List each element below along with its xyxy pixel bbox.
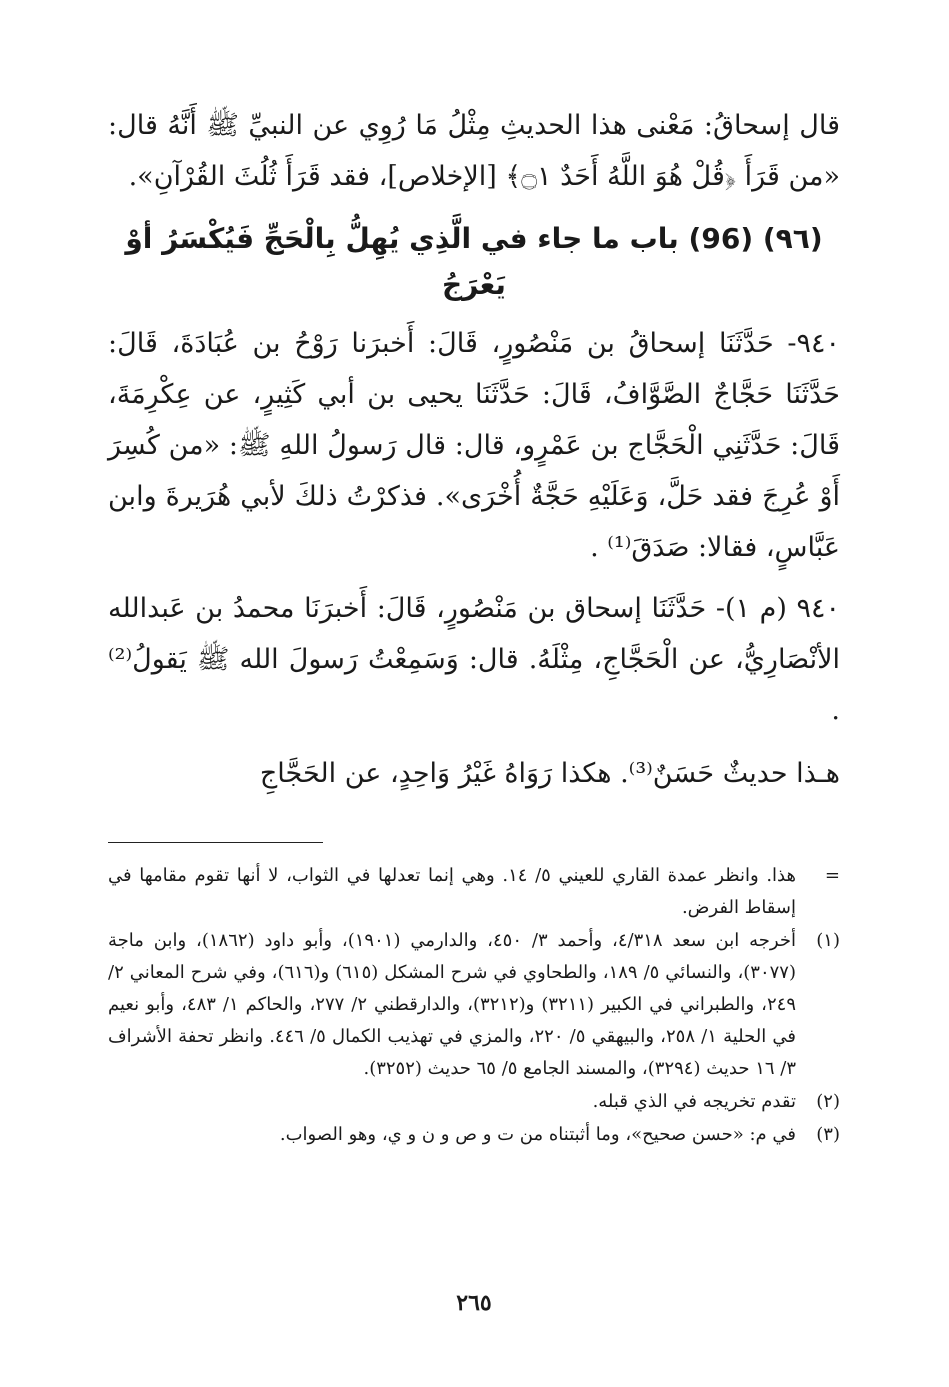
hadith-940: ٩٤٠- حَدَّثَنَا إسحاقُ بن مَنْصُورٍ، قَالَ: أَخبرَنا رَوْحُ بن عُبَادَةَ، قَالَ: حَدَّثَنَا حَجَّاجٌ الصَّوَّافُ، قَالَ: حَدَّثَنَا يحيى بن أبي كَثِيرٍ، عن عِكْرِمَةَ، قَالَ: حَدَّثَنِي الْحَجَّاج بن عَمْرٍو، قال: قال رَسولُ اللهِ ﷺ: «من كُسِرَ أَوْ عُرِجَ فقد حَلَّ، وَعَلَيْهِ حَجَّةٌ أُخْرَى». فذكرْتُ ذلكَ لأبي هُرَيرةَ وابن عَبَّاسٍ، فقالا: صَدَقَ⁽¹⁾ .	[108, 328, 840, 563]
page-number: ٢٦٥	[456, 1290, 492, 1316]
footnote-3	[108, 1119, 840, 1151]
footnote-mark: (١)	[816, 930, 840, 951]
footnote-1	[108, 925, 840, 1085]
footnote-mark: (٢)	[816, 1091, 840, 1112]
hadith-940-m1: ٩٤٠ (م ١)- حَدَّثَنَا إسحاق بن مَنْصُورٍ، قَالَ: أَخبرَنَا محمدُ بن عَبدالله الأنْصَارِيُّ، عن الْحَجَّاجِ، مِثْلَهُ. قال: وَسَمِعْتُ رَسولَ الله ﷺ يَقولُ⁽²⁾ .	[108, 593, 841, 726]
footnote-2	[108, 1086, 840, 1118]
footnote-continued	[108, 860, 840, 924]
footnote-mark: (٣)	[816, 1124, 840, 1145]
footnote-text: أخرجه ابن سعد ٤/٣١٨، وأحمد ٣/ ٤٥٠، والدارمي (١٩٠١)، وأبو داود (١٨٦٢)، وابن ماجة (٣٠٧٧)، والنسائي ٥/ ١٨٩، والطحاوي في شرح المشكل (٦١٥) و(٦١٦)، وفي شرح المعاني ٢/ ٢٤٩، والطبراني في الكبير (٣٢١١) و(٣٢١٢)، والدارقطني ٢/ ٢٧٧، والحاكم ١/ ٤٨٣، وأبو نعيم في الحلية ١/ ٢٥٨، والبيهقي ٥/ ٢٢٠، والمزي في تهذيب الكمال ٥/ ٤٤٦. وانظر تحفة الأشراف ٣/ ١٦ حديث (٣٢٩٤)، والمسند الجامع ٥/ ٦٥ حديث (٣٢٥٢).	[108, 930, 796, 1079]
footnote-text: تقدم تخريجه في الذي قبله.	[592, 1091, 796, 1112]
paragraph-ishaq-commentary: قال إسحاقُ: مَعْنى هذا الحديثِ مِثْلُ مَا رُوِي عن النبيِّ ﷺ أَنَّهُ قال: «من قَرَأَ ﴿قُلْ هُوَ اللَّهُ أَحَدٌ ۝١﴾ [الإخلاص]، فقد قَرَأَ ثُلُثَ القُرْآنِ».	[108, 110, 840, 192]
footnote-mark: =	[824, 865, 840, 886]
book-page	[108, 90, 840, 1350]
hadith-grading: هـذا حديثٌ حَسَنٌ⁽³⁾. هكذا رَوَاهُ غَيْرُ وَاحِدٍ، عن الحَجَّاجِ	[259, 758, 840, 789]
footnote-divider	[108, 842, 323, 843]
footnote-text: في م: «حسن صحيح»، وما أثبتناه من ت و ص و ن و ي، وهو الصواب.	[279, 1124, 796, 1145]
footnotes	[108, 860, 840, 1152]
chapter-heading: (٩٦) (96) باب ما جاء في الَّذِي يُهِلُّ بِالْحَجِّ فَيُكْسَرُ أوْ يَعْرَجُ	[125, 222, 823, 301]
footnote-text: هذا. وانظر عمدة القاري للعيني ٥/ ١٤. وهي إنما تعدلها في الثواب، لا أنها تقوم مقامها في إسقاط الفرض.	[108, 865, 796, 918]
